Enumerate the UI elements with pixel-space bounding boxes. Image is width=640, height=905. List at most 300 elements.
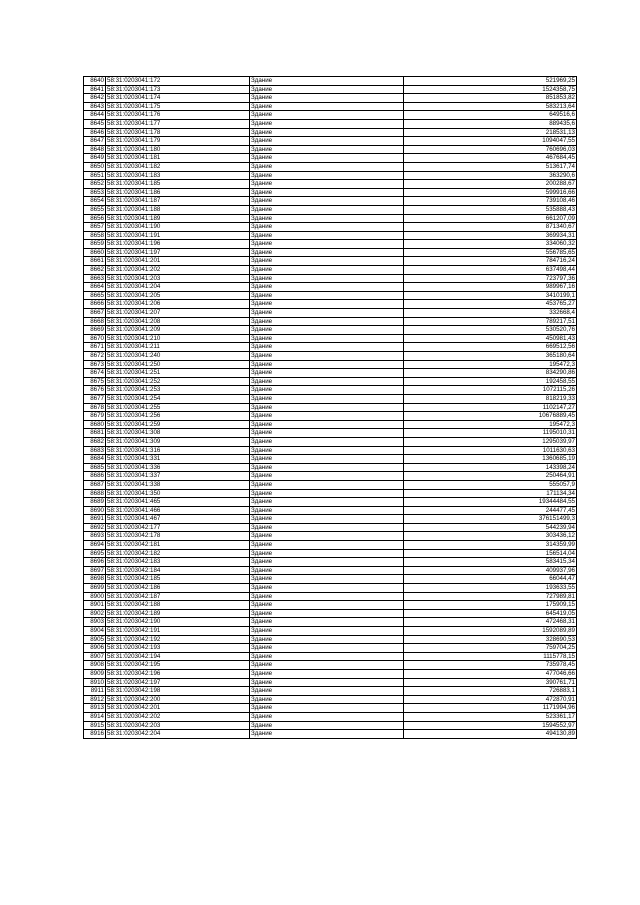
table-row [84,77,577,86]
row-number-cell: 8697 [84,566,106,575]
cadastral-value-cell: 759704,25 [404,644,577,653]
row-number-cell: 8693 [84,532,106,541]
object-type-cell: Здание [250,85,404,94]
row-number-cell: 8687 [84,480,106,489]
row-number-cell: 8641 [84,85,106,94]
table-row [84,635,577,644]
table-row [84,205,577,214]
cadastral-value-cell: 871340,67 [404,223,577,232]
cadastral-value-cell: 369934,31 [404,231,577,240]
cadastral-value-cell: 661207,09 [404,214,577,223]
row-number-cell: 8672 [84,352,106,361]
object-type-cell: Здание [250,541,404,550]
table-row [84,154,577,163]
cadastral-value-cell: 156514,04 [404,549,577,558]
cadastral-number-cell: 58:31:0203041:466 [106,506,250,515]
object-type-cell: Здание [250,231,404,240]
row-number-cell: 8647 [84,137,106,146]
cadastral-value-cell: 171134,34 [404,489,577,498]
row-number-cell: 8901 [84,601,106,610]
object-type-cell: Здание [250,687,404,696]
table-row [84,231,577,240]
object-type-cell: Здание [250,240,404,249]
table-row [84,403,577,412]
cadastral-number-cell: 58:31:0203042:204 [106,730,250,739]
cadastral-value-cell: 453765,27 [404,300,577,309]
cadastral-value-cell: 363290,6 [404,171,577,180]
row-number-cell: 8691 [84,515,106,524]
row-number-cell: 8908 [84,661,106,670]
row-number-cell: 8903 [84,618,106,627]
cadastral-number-cell: 58:31:0203041:197 [106,248,250,257]
table-row [84,558,577,567]
cadastral-number-cell: 58:31:0203041:256 [106,412,250,421]
cadastral-value-cell: 513617,74 [404,162,577,171]
table-row [84,515,577,524]
row-number-cell: 8914 [84,712,106,721]
cadastral-value-cell: 314359,99 [404,541,577,550]
cadastral-number-cell: 58:31:0203042:201 [106,704,250,713]
object-type-cell: Здание [250,558,404,567]
cadastral-value-cell: 1594552,97 [404,721,577,730]
cadastral-value-cell: 637498,44 [404,266,577,275]
row-number-cell: 8660 [84,248,106,257]
cadastral-number-cell: 58:31:0203041:250 [106,360,250,369]
cadastral-number-cell: 58:31:0203042:191 [106,627,250,636]
cadastral-value-cell: 3410199,1 [404,291,577,300]
cadastral-number-cell: 58:31:0203041:209 [106,326,250,335]
object-type-cell: Здание [250,429,404,438]
table-row [84,137,577,146]
cadastral-value-cell: 218531,13 [404,128,577,137]
object-type-cell: Здание [250,661,404,670]
cadastral-value-cell: 66044,47 [404,575,577,584]
row-number-cell: 8683 [84,446,106,455]
cadastral-value-cell: 555057,9 [404,480,577,489]
table-row [84,437,577,446]
table-row [84,532,577,541]
cadastral-value-cell: 467684,45 [404,154,577,163]
cadastral-number-cell: 58:31:0203041:181 [106,154,250,163]
cadastral-number-cell: 58:31:0203041:204 [106,283,250,292]
row-number-cell: 8674 [84,369,106,378]
row-number-cell: 8694 [84,541,106,550]
cadastral-number-cell: 58:31:0203041:259 [106,420,250,429]
cadastral-value-cell: 669512,56 [404,343,577,352]
cadastral-value-cell: 409937,96 [404,566,577,575]
cadastral-number-cell: 58:31:0203041:189 [106,214,250,223]
object-type-cell: Здание [250,102,404,111]
cadastral-value-cell: 1360685,19 [404,455,577,464]
cadastral-value-cell: 472870,91 [404,695,577,704]
cadastral-value-cell: 365180,64 [404,352,577,361]
table-row [84,412,577,421]
cadastral-number-cell: 58:31:0203041:309 [106,437,250,446]
records-table-body [84,77,577,739]
object-type-cell: Здание [250,171,404,180]
row-number-cell: 8912 [84,695,106,704]
object-type-cell: Здание [250,111,404,120]
object-type-cell: Здание [250,154,404,163]
table-row [84,506,577,515]
table-row [84,489,577,498]
cadastral-number-cell: 58:31:0203041:350 [106,489,250,498]
cadastral-number-cell: 58:31:0203041:255 [106,403,250,412]
row-number-cell: 8665 [84,291,106,300]
cadastral-value-cell: 328690,53 [404,635,577,644]
table-row [84,162,577,171]
cadastral-number-cell: 58:31:0203041:208 [106,317,250,326]
object-type-cell: Здание [250,309,404,318]
cadastral-value-cell: 784716,24 [404,257,577,266]
object-type-cell: Здание [250,266,404,275]
row-number-cell: 8686 [84,472,106,481]
table-row [84,360,577,369]
cadastral-number-cell: 58:31:0203042:195 [106,661,250,670]
cadastral-number-cell: 58:31:0203042:184 [106,566,250,575]
cadastral-number-cell: 58:31:0203042:186 [106,584,250,593]
table-row [84,652,577,661]
table-row [84,343,577,352]
table-row [84,618,577,627]
row-number-cell: 8910 [84,678,106,687]
cadastral-number-cell: 58:31:0203041:336 [106,463,250,472]
object-type-cell: Здание [250,669,404,678]
cadastral-value-cell: 1592089,89 [404,627,577,636]
object-type-cell: Здание [250,635,404,644]
object-type-cell: Здание [250,377,404,386]
cadastral-value-cell: 193633,55 [404,584,577,593]
object-type-cell: Здание [250,523,404,532]
object-type-cell: Здание [250,627,404,636]
records-table [83,76,577,739]
cadastral-number-cell: 58:31:0203041:172 [106,77,250,86]
row-number-cell: 8677 [84,394,106,403]
table-row [84,592,577,601]
cadastral-number-cell: 58:31:0203042:194 [106,652,250,661]
table-row [84,644,577,653]
table-row [84,240,577,249]
object-type-cell: Здание [250,592,404,601]
cadastral-value-cell: 1295039,97 [404,437,577,446]
cadastral-value-cell: 760696,03 [404,145,577,154]
object-type-cell: Здание [250,300,404,309]
table-row [84,721,577,730]
object-type-cell: Здание [250,498,404,507]
row-number-cell: 8657 [84,223,106,232]
object-type-cell: Здание [250,437,404,446]
cadastral-value-cell: 834290,86 [404,369,577,378]
cadastral-number-cell: 58:31:0203041:190 [106,223,250,232]
table-row [84,317,577,326]
cadastral-value-cell: 19344484,55 [404,498,577,507]
cadastral-number-cell: 58:31:0203041:186 [106,188,250,197]
cadastral-value-cell: 195472,3 [404,420,577,429]
object-type-cell: Здание [250,515,404,524]
cadastral-number-cell: 58:31:0203042:202 [106,712,250,721]
cadastral-value-cell: 523361,17 [404,712,577,721]
row-number-cell: 8653 [84,188,106,197]
row-number-cell: 8911 [84,687,106,696]
table-row [84,523,577,532]
row-number-cell: 8661 [84,257,106,266]
row-number-cell: 8648 [84,145,106,154]
table-row [84,704,577,713]
table-row [84,498,577,507]
table-row [84,188,577,197]
table-row [84,730,577,739]
row-number-cell: 8673 [84,360,106,369]
object-type-cell: Здание [250,326,404,335]
table-row [84,291,577,300]
table-row [84,394,577,403]
table-row [84,111,577,120]
table-row [84,248,577,257]
cadastral-value-cell: 1102147,27 [404,403,577,412]
row-number-cell: 8679 [84,412,106,421]
cadastral-number-cell: 58:31:0203041:173 [106,85,250,94]
table-row [84,541,577,550]
table-row [84,687,577,696]
table-row [84,377,577,386]
object-type-cell: Здание [250,77,404,86]
row-number-cell: 8675 [84,377,106,386]
cadastral-number-cell: 58:31:0203041:331 [106,455,250,464]
cadastral-number-cell: 58:31:0203042:193 [106,644,250,653]
cadastral-value-cell: 818219,33 [404,394,577,403]
cadastral-number-cell: 58:31:0203042:200 [106,695,250,704]
cadastral-value-cell: 195472,3 [404,360,577,369]
cadastral-number-cell: 58:31:0203041:174 [106,94,250,103]
cadastral-value-cell: 494130,89 [404,730,577,739]
table-row [84,102,577,111]
cadastral-number-cell: 58:31:0203041:465 [106,498,250,507]
object-type-cell: Здание [250,695,404,704]
row-number-cell: 8696 [84,558,106,567]
row-number-cell: 8643 [84,102,106,111]
row-number-cell: 8907 [84,652,106,661]
cadastral-number-cell: 58:31:0203041:205 [106,291,250,300]
cadastral-number-cell: 58:31:0203041:308 [106,429,250,438]
object-type-cell: Здание [250,394,404,403]
object-type-cell: Здание [250,566,404,575]
object-type-cell: Здание [250,291,404,300]
object-type-cell: Здание [250,644,404,653]
cadastral-value-cell: 530520,76 [404,326,577,335]
object-type-cell: Здание [250,223,404,232]
object-type-cell: Здание [250,420,404,429]
row-number-cell: 8682 [84,437,106,446]
table-row [84,94,577,103]
table-row [84,119,577,128]
cadastral-value-cell: 1524358,75 [404,85,577,94]
row-number-cell: 8699 [84,584,106,593]
table-row [84,627,577,636]
cadastral-number-cell: 58:31:0203041:177 [106,119,250,128]
cadastral-value-cell: 544239,94 [404,523,577,532]
table-row [84,300,577,309]
table-row [84,446,577,455]
cadastral-number-cell: 58:31:0203042:196 [106,669,250,678]
cadastral-value-cell: 649516,6 [404,111,577,120]
cadastral-value-cell: 521969,25 [404,77,577,86]
cadastral-value-cell: 726883,1 [404,687,577,696]
table-row [84,214,577,223]
cadastral-number-cell: 58:31:0203041:253 [106,386,250,395]
row-number-cell: 8659 [84,240,106,249]
table-row [84,669,577,678]
object-type-cell: Здание [250,506,404,515]
table-row [84,386,577,395]
cadastral-number-cell: 58:31:0203041:178 [106,128,250,137]
cadastral-number-cell: 58:31:0203042:181 [106,541,250,550]
row-number-cell: 8670 [84,334,106,343]
object-type-cell: Здание [250,145,404,154]
cadastral-number-cell: 58:31:0203042:192 [106,635,250,644]
cadastral-number-cell: 58:31:0203041:201 [106,257,250,266]
cadastral-number-cell: 58:31:0203042:178 [106,532,250,541]
row-number-cell: 8692 [84,523,106,532]
row-number-cell: 8645 [84,119,106,128]
row-number-cell: 8678 [84,403,106,412]
cadastral-value-cell: 334060,32 [404,240,577,249]
table-row [84,584,577,593]
cadastral-number-cell: 58:31:0203041:206 [106,300,250,309]
object-type-cell: Здание [250,730,404,739]
cadastral-number-cell: 58:31:0203041:176 [106,111,250,120]
row-number-cell: 8662 [84,266,106,275]
cadastral-value-cell: 303436,12 [404,532,577,541]
row-number-cell: 8909 [84,669,106,678]
cadastral-value-cell: 583415,34 [404,558,577,567]
row-number-cell: 8915 [84,721,106,730]
cadastral-value-cell: 1115778,15 [404,652,577,661]
table-row [84,609,577,618]
cadastral-number-cell: 58:31:0203041:254 [106,394,250,403]
table-row [84,266,577,275]
row-number-cell: 8689 [84,498,106,507]
table-row [84,274,577,283]
cadastral-value-cell: 250464,91 [404,472,577,481]
cadastral-value-cell: 376151499,3 [404,515,577,524]
object-type-cell: Здание [250,162,404,171]
cadastral-value-cell: 1195010,31 [404,429,577,438]
object-type-cell: Здание [250,575,404,584]
row-number-cell: 8681 [84,429,106,438]
table-row [84,549,577,558]
cadastral-value-cell: 332668,4 [404,309,577,318]
cadastral-value-cell: 10676889,45 [404,412,577,421]
table-row [84,326,577,335]
cadastral-number-cell: 58:31:0203041:202 [106,266,250,275]
cadastral-value-cell: 989967,16 [404,283,577,292]
cadastral-number-cell: 58:31:0203041:185 [106,180,250,189]
cadastral-number-cell: 58:31:0203041:188 [106,205,250,214]
object-type-cell: Здание [250,463,404,472]
row-number-cell: 8685 [84,463,106,472]
cadastral-number-cell: 58:31:0203041:316 [106,446,250,455]
object-type-cell: Здание [250,197,404,206]
cadastral-number-cell: 58:31:0203042:187 [106,592,250,601]
cadastral-number-cell: 58:31:0203041:180 [106,145,250,154]
cadastral-number-cell: 58:31:0203041:179 [106,137,250,146]
object-type-cell: Здание [250,712,404,721]
cadastral-number-cell: 58:31:0203041:252 [106,377,250,386]
cadastral-number-cell: 58:31:0203041:182 [106,162,250,171]
row-number-cell: 8651 [84,171,106,180]
row-number-cell: 8649 [84,154,106,163]
row-number-cell: 8669 [84,326,106,335]
cadastral-value-cell: 556785,65 [404,248,577,257]
row-number-cell: 8652 [84,180,106,189]
object-type-cell: Здание [250,137,404,146]
cadastral-number-cell: 58:31:0203041:210 [106,334,250,343]
cadastral-value-cell: 599916,66 [404,188,577,197]
table-row [84,661,577,670]
cadastral-number-cell: 58:31:0203041:196 [106,240,250,249]
cadastral-value-cell: 450981,43 [404,334,577,343]
cadastral-number-cell: 58:31:0203041:211 [106,343,250,352]
cadastral-number-cell: 58:31:0203041:183 [106,171,250,180]
object-type-cell: Здание [250,283,404,292]
cadastral-number-cell: 58:31:0203042:190 [106,618,250,627]
object-type-cell: Здание [250,214,404,223]
table-row [84,695,577,704]
cadastral-value-cell: 200288,67 [404,180,577,189]
object-type-cell: Здание [250,412,404,421]
cadastral-number-cell: 58:31:0203041:337 [106,472,250,481]
table-row [84,180,577,189]
cadastral-number-cell: 58:31:0203041:187 [106,197,250,206]
row-number-cell: 8642 [84,94,106,103]
table-row [84,309,577,318]
table-row [84,463,577,472]
cadastral-value-cell: 244477,45 [404,506,577,515]
cadastral-number-cell: 58:31:0203042:189 [106,609,250,618]
object-type-cell: Здание [250,334,404,343]
row-number-cell: 8666 [84,300,106,309]
cadastral-number-cell: 58:31:0203041:191 [106,231,250,240]
object-type-cell: Здание [250,180,404,189]
table-row [84,678,577,687]
object-type-cell: Здание [250,188,404,197]
row-number-cell: 8698 [84,575,106,584]
table-row [84,369,577,378]
cadastral-number-cell: 58:31:0203042:183 [106,558,250,567]
cadastral-value-cell: 1011630,63 [404,446,577,455]
row-number-cell: 8688 [84,489,106,498]
cadastral-value-cell: 889435,6 [404,119,577,128]
object-type-cell: Здание [250,704,404,713]
object-type-cell: Здание [250,584,404,593]
table-row [84,223,577,232]
row-number-cell: 8904 [84,627,106,636]
cadastral-value-cell: 735978,45 [404,661,577,670]
row-number-cell: 8916 [84,730,106,739]
object-type-cell: Здание [250,352,404,361]
object-type-cell: Здание [250,601,404,610]
table-row [84,455,577,464]
cadastral-value-cell: 390761,71 [404,678,577,687]
table-row [84,145,577,154]
cadastral-number-cell: 58:31:0203041:175 [106,102,250,111]
table-row [84,601,577,610]
object-type-cell: Здание [250,721,404,730]
row-number-cell: 8656 [84,214,106,223]
row-number-cell: 8654 [84,197,106,206]
row-number-cell: 8658 [84,231,106,240]
cadastral-number-cell: 58:31:0203041:203 [106,274,250,283]
